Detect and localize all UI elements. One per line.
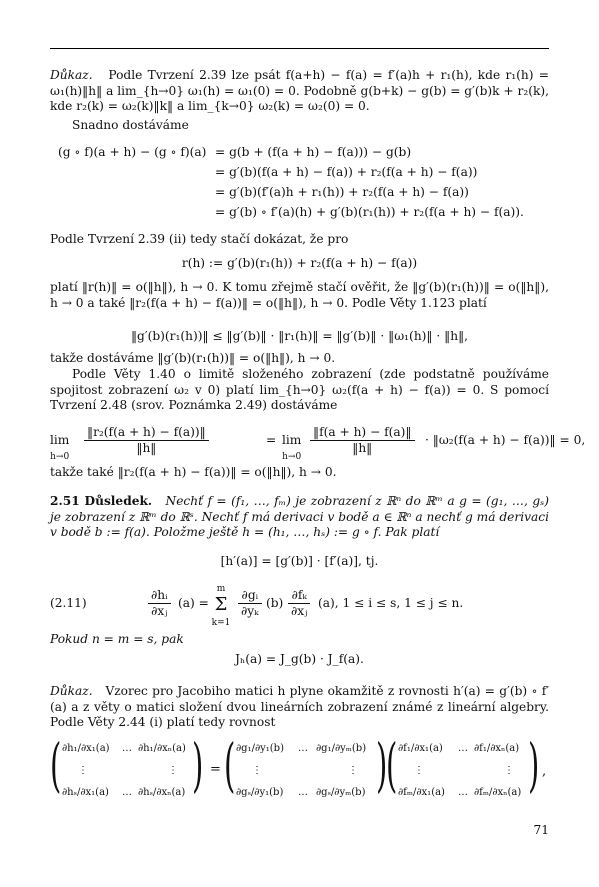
remainder-definition: r(h) := g′(b)(r₁(h)) + r₂(f(a + h) − f(a)) [181,256,418,270]
matrix-f: ( ∂f₁/∂x₁(a) … ∂f₁/∂xₙ(a) ⋮ ⋮ ∂fₘ/∂x₁(a) … ∂fₘ/∂xₙ(a) ) [386,731,540,799]
corollary-pokud: Pokud n = m = s, pak [50,632,184,646]
proof2-label: Důkaz. [50,684,93,698]
jacobian-matrix-equation [50,731,549,804]
matrix-h: ( ∂h₁/∂x₁(a) … ∂h₁/∂xₙ(a) ⋮ ⋮ ∂hₛ/∂x₁(a) … ∂hₛ/∂xₙ(a) ) [50,731,204,799]
corollary-text: Nechť f = (f₁, …, fₘ) je zobrazení z ℝⁿ do ℝᵐ a g = (g₁, …, gₛ) je zobrazení z ℝᵐ do ℝˢ. Nechť f má derivaci v bodě a ∈ ℝⁿ a nechť g má derivaci v bodě b := f(a). Položme ještě h = (h₁, …, hₛ) := g ∘ f. Pak platí [50,494,549,540]
proof1-paragraph6: Podle Věty 1.40 o limitě složeného zobrazení (zde podstatně používáme spojitost zobrazení ω₂ v 0) platí lim_{h→0} ω₂(f(a + h) − f(a)) = 0. S pomocí Tvrzení 2.48 (srov. Poznámka 2.49) dostáváme [50,367,549,413]
equation-number: (2.11) [50,596,87,610]
corollary-label: 2.51 Důsledek. [50,494,153,508]
proof1-text1: Podle Tvrzení 2.39 lze psát f(a+h) − f(a) = f′(a)h + r₁(h), kde r₁(h) = ω₁(h)‖h‖ a lim_{h→0} ω₁(h) = ω₁(0) = 0. Podobně g(b+k) − g(b) = g′(b)k + r₂(k), kde r₂(k) = ω₂(k)‖k‖ a lim_{k→0} ω₂(k) = ω₂(0) = 0. [50,68,549,114]
limit-fraction-2: $\frac{‖f(a + h) - f(a)‖}{‖h‖}$ [310,425,415,456]
matrix-equals: = [210,762,221,777]
proof1-paragraph5: takže dostáváme ‖g′(b)(r₁(h))‖ = o(‖h‖), h → 0. [50,351,336,365]
equation-2-11: (2.11) $\frac{\text{∂hᵢ}}{\text{∂xⱼ}}$ (a) = m Σ k=1 $\frac{\text{∂gᵢ}}{\text{∂yₖ}}$ (b) $\frac{\text{∂fₖ}}{\text{∂xⱼ}}$ (a), 1 ≤ i ≤ s, 1 ≤ j ≤ n. [50,580,549,628]
corollary-statement [50,494,549,541]
proof1-paragraph7: takže také ‖r₂(f(a + h) − f(a))‖ = o(‖h‖), h → 0. [50,465,337,479]
composition-line-2: = g′(b)(f(a + h) − f(a)) + r₂(f(a + h) − f(a)) [215,165,478,179]
norm-inequality: ‖g′(b)(r₁(h))‖ ≤ ‖g′(b)‖ · ‖r₁(h)‖ = ‖g′(b)‖ · ‖ω₁(h)‖ · ‖h‖, [130,329,469,343]
proof1-label: Důkaz. [50,68,93,82]
limit-operator-1: lim h→0 [50,433,70,462]
composition-line-4: = g′(b) ∘ f′(a)(h) + g′(b)(r₁(h)) + r₂(f(a + h) − f(a)). [215,205,524,219]
proof2-paragraph [50,684,549,731]
proof1-paragraph3: Podle Tvrzení 2.39 (ii) tedy stačí dokázat, že pro [50,232,349,246]
composition-line-1: = g(b + (f(a + h) − f(a))) − g(b) [215,145,412,159]
proof2-text: Vzorec pro Jacobiho matici h plyne okamžitě z rovnosti h′(a) = g′(b) ∘ f′(a) a z věty o matici složení dvou lineárních zobrazení známé z lineární algebry. Podle Věty 2.44 (i) platí tedy rovnost [50,684,549,730]
matrix-g: ( ∂g₁/∂y₁(b) … ∂g₁/∂yₘ(b) ⋮ ⋮ ∂gₛ/∂y₁(b) … ∂gₛ/∂yₘ(b) ) [224,731,388,799]
composition-line-3: = g′(b)(f′(a)h + r₁(h)) + r₂(f(a + h) − f(a)) [215,185,469,199]
df-dx-fraction: $\frac{\text{∂fₖ}}{\text{∂xⱼ}}$ [288,588,310,619]
composition-lhs: (g ∘ f)(a + h) − (g ∘ f)(a) [58,145,207,159]
page-number: 71 [533,823,549,837]
limit-tail: · ‖ω₂(f(a + h) − f(a))‖ = 0, [425,433,586,447]
proof1-paragraph1 [50,68,549,115]
limit-fraction-1: $\frac{\text{‖r₂(f(a + h) − f(a))‖}}{‖h‖}$ [84,425,209,456]
proof1-paragraph4: platí ‖r(h)‖ = o(‖h‖), h → 0. K tomu zřejmě stačí ověřit, že ‖g′(b)(r₁(h))‖ = o(‖h‖), h → 0 a také ‖r₂(f(a + h) − f(a))‖ = o(‖h‖), h → 0. Podle Věty 1.123 platí [50,280,549,310]
limit-equation: lim h→0 $\frac{\text{‖r₂(f(a + h) − f(a))‖}}{‖h‖}$ = lim h→0 $\frac{‖f(a + h) - f(a)‖}{‖h‖}$ · ‖ω₂(f(a + h) − f(a))‖ = 0, [50,425,549,465]
limit-operator-2: lim h→0 [282,433,302,462]
header-rule [50,48,549,49]
proof1-paragraph2: Snadno dostáváme [72,118,189,132]
sum-symbol: m Σ k=1 [211,584,231,628]
matrix-end-comma: , [542,764,547,779]
bracket-equation: [h′(a)] = [g′(b)] · [f′(a)], tj. [220,554,379,568]
jacobian-equation: Jₕ(a) = J_g(b) · J_f(a). [235,652,364,666]
dh-dx-fraction: $\frac{\text{∂hᵢ}}{\text{∂xⱼ}}$ [148,588,171,619]
dg-dy-fraction: $\frac{\text{∂gᵢ}}{\text{∂yₖ}}$ [238,588,262,619]
